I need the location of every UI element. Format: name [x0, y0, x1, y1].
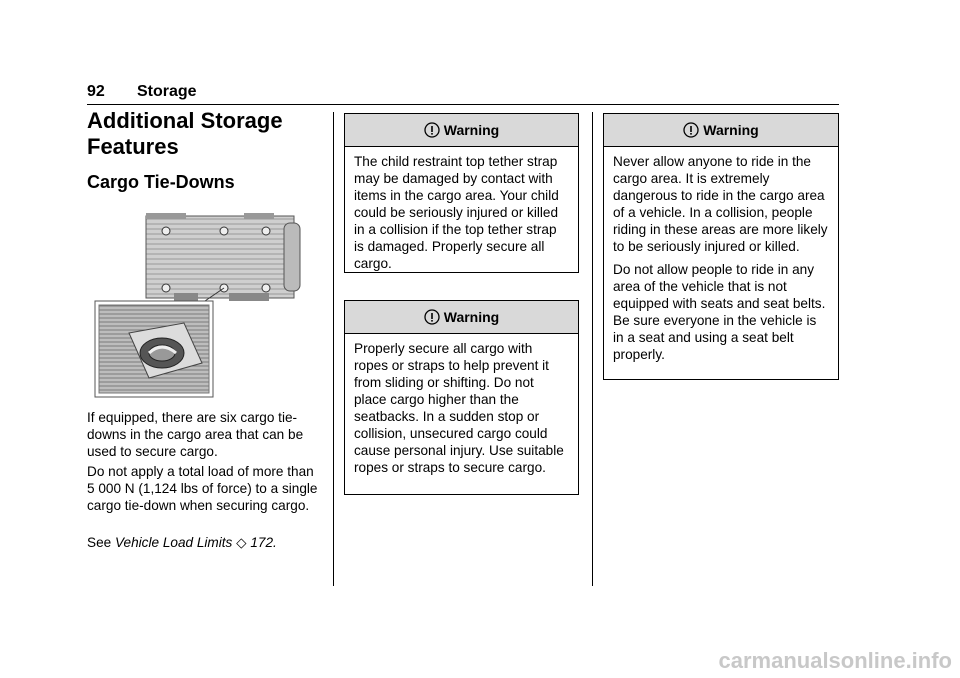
load-limit-note: Do not apply a total load of more than 5 000 N (1,124 lbs of force) to a single cargo tie-down when securing cargo.	[87, 464, 318, 513]
see-reference	[87, 534, 322, 551]
warning-header	[345, 301, 578, 334]
page-ref-number[interactable]: 172.	[250, 535, 277, 550]
vehicle-load-limits-link[interactable]: Vehicle Load Limits	[114, 535, 233, 550]
warning-box-3	[603, 113, 839, 380]
warning-heading: Warning	[443, 122, 500, 138]
page-number: 92	[87, 83, 105, 100]
warning-box-1	[344, 113, 579, 273]
warning-box-2	[344, 300, 579, 495]
watermark: carmanualsonline.info	[718, 648, 952, 673]
page-ref-icon: ◇	[236, 535, 247, 550]
page-header	[87, 82, 839, 105]
warning-heading: Warning	[703, 122, 759, 138]
warning-header	[345, 114, 578, 147]
cargo-tie-down-illustration	[94, 213, 304, 399]
column-divider-2	[592, 112, 593, 586]
warning-icon	[683, 122, 699, 138]
warning-heading: Warning	[443, 309, 500, 325]
section-title: Storage	[137, 83, 197, 100]
warning-text: Do not allow people to ride in any area of the vehicle that is not equipped with seats and seat belts. Be sure everyone in the vehicle is in a seat and using a seat belt properly.	[613, 262, 826, 362]
warning-text: The child restraint top tether strap may be damaged by contact with items in the cargo area. Your child could be seriously injured or killed in a collision if the top tether strap is damaged. Properly secure all cargo.	[354, 154, 559, 271]
warning-icon	[424, 122, 440, 138]
tie-down-description: If equipped, there are six cargo tie-downs in the cargo area that can be used to secure cargo.	[87, 410, 304, 459]
column-divider-1	[333, 112, 334, 586]
warning-icon	[424, 309, 440, 325]
warning-text: Never allow anyone to ride in the cargo area. It is extremely dangerous to ride in the cargo area of a vehicle. In a collision, people riding in these areas are more likely to be seriously injured or killed.	[613, 154, 828, 254]
warning-text: Properly secure all cargo with ropes or straps to help prevent it from sliding or shifting. Do not place cargo higher than the seatbacks. In a sudden stop or collision, unsecured cargo could cause personal injury. Use suitable ropes or straps to secure cargo.	[354, 341, 564, 475]
section-heading: Cargo Tie-Downs	[87, 172, 235, 192]
warning-header	[604, 114, 838, 147]
see-prefix: See	[87, 535, 115, 550]
page-title: Additional Storage Features	[87, 108, 283, 159]
